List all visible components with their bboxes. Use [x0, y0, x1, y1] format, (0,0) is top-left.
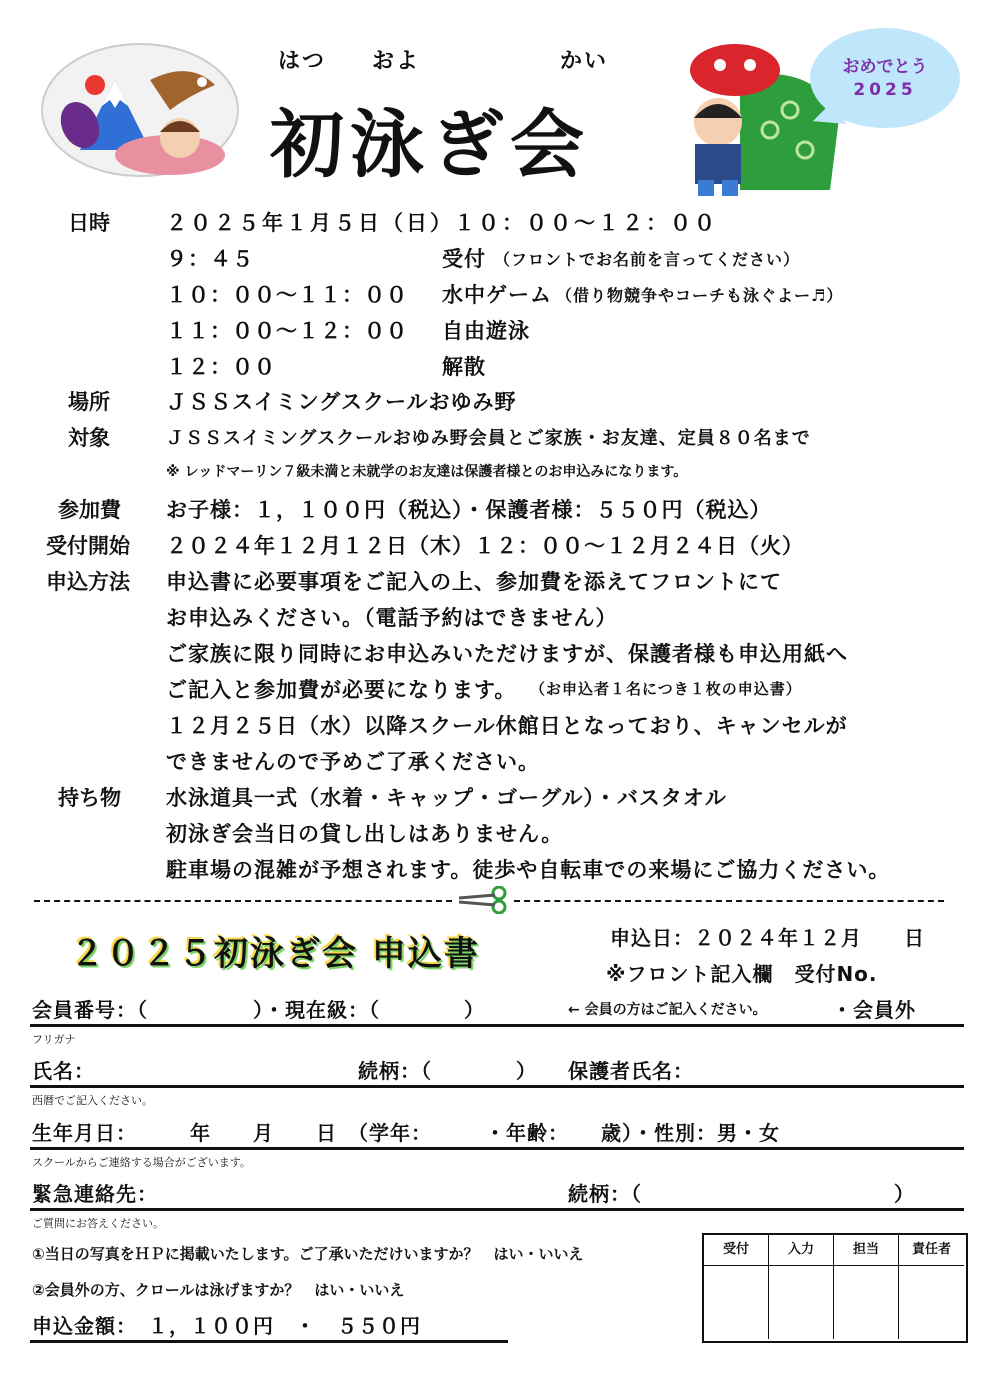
schedule-activity: 水中ゲーム — [442, 283, 552, 307]
items-line: 駐車場の混雑が予想されます。徒歩や自転車での来場にご協力ください。 — [166, 858, 891, 882]
items-line: 水泳道具一式（水着・キャップ・ゴーグル）・バスタオル — [166, 786, 727, 810]
items-line: 初泳ぎ会当日の貸し出しはありません。 — [166, 822, 564, 846]
fee-label: 参加費 — [58, 498, 121, 522]
apply-line: できませんので予めご了承ください。 — [166, 750, 540, 774]
office-header: 担当 — [834, 1235, 898, 1266]
question-2[interactable]: ②会員外の方、クロールは泳げますか？ はい・いいえ — [32, 1281, 405, 1299]
apply-line-small-note: （お申込者１名につき１枚の申込書） — [530, 680, 802, 698]
reception-value: ２０２４年１２月１２日（木）１２：００～１２月２４日（火） — [166, 534, 804, 558]
fee-value: お子様：１，１００円（税込）・保護者様：５５０円（税込） — [166, 498, 772, 522]
schedule-activity: 自由遊泳 — [442, 319, 530, 343]
member-outside: ・会員外 — [832, 998, 916, 1022]
application-amount[interactable]: 申込金額： １，１００円 ・ ５５０円 — [32, 1314, 421, 1338]
ruby-oyo: およ — [372, 49, 421, 74]
office-header: 受付 — [704, 1235, 768, 1266]
cut-line-left — [34, 900, 452, 902]
name-field[interactable]: 氏名： — [32, 1059, 95, 1083]
office-header: 入力 — [769, 1235, 833, 1266]
office-cell[interactable] — [769, 1235, 834, 1339]
schedule-time: １０：００～１１：００ — [166, 283, 408, 307]
target-value: ＪＳＳスイミングスクールおゆみ野会員とご家族・お友達、定員８０名まで — [166, 428, 811, 449]
front-note: ※フロント記入欄 受付No. — [606, 962, 878, 986]
bubble-line-2: 2025 — [853, 80, 917, 100]
member-note: ← 会員の方はご記入ください。 — [568, 1002, 767, 1018]
schedule-activity: 解散 — [442, 355, 486, 379]
office-cell[interactable] — [899, 1235, 964, 1339]
target-label: 対象 — [68, 426, 110, 450]
office-use-box — [702, 1233, 968, 1343]
apply-line: お申込みください。（電話予約はできません） — [166, 606, 618, 630]
relation-field[interactable]: 続柄：（ ） — [358, 1059, 537, 1083]
apply-line: ご記入と参加費が必要になります。 — [166, 678, 517, 702]
office-header: 責任者 — [899, 1235, 964, 1266]
page-title: 初泳ぎ会 — [270, 102, 590, 188]
amount-underline — [30, 1340, 508, 1343]
apply-line: 申込書に必要事項をご記入の上、参加費を添えてフロントにて — [166, 570, 782, 594]
ruby-hatsu: はつ — [278, 49, 327, 74]
apply-label: 申込方法 — [46, 570, 130, 594]
emergency-relation-field[interactable]: 続柄：（ ） — [568, 1182, 915, 1206]
form-rule — [30, 1208, 964, 1211]
schedule-time: ９：４５ — [166, 247, 254, 271]
datetime-label: 日時 — [68, 211, 110, 235]
office-cell[interactable] — [834, 1235, 899, 1339]
member-number-field[interactable]: 会員番号：（ ）・現在級：（ ） — [32, 998, 485, 1022]
emergency-contact-field[interactable]: 緊急連絡先： — [32, 1182, 158, 1206]
bubble-line-1: おめでとう — [842, 57, 928, 77]
guardian-name-field[interactable]: 保護者氏名： — [568, 1059, 694, 1083]
reception-label: 受付開始 — [46, 534, 130, 558]
apply-line: ご家族に限り同時にお申込みいただけますが、保護者様も申込用紙へ — [166, 642, 848, 666]
target-note: ※ レッドマーリン７級未満と未就学のお友達は保護者様とのお申込みになります。 — [166, 464, 688, 480]
place-value: ＪＳＳスイミングスクールおゆみ野 — [166, 390, 517, 414]
form-rule — [30, 1024, 964, 1027]
schedule-activity: 受付 — [442, 247, 486, 271]
furigana-label: フリガナ — [32, 1033, 76, 1046]
seireki-note: 西暦でご記入ください。 — [32, 1094, 153, 1107]
scissors-icon — [455, 886, 511, 914]
datetime-value: ２０２５年１月５日（日）１０：００～１２：００ — [166, 211, 718, 235]
birthdate-field[interactable]: 生年月日： 年 月 日 （学年： ・年齢： 歳）・性別：男・女 — [32, 1121, 780, 1145]
form-title: ２０２５初泳ぎ会 申込書 — [70, 934, 480, 974]
schedule-time: １２：００ — [166, 355, 276, 379]
question-1[interactable]: ①当日の写真をＨＰに掲載いたします。ご了承いただけいますか？ はい・いいえ — [32, 1245, 584, 1263]
cut-line-right — [514, 900, 944, 902]
form-rule — [30, 1147, 964, 1150]
place-label: 場所 — [68, 390, 110, 414]
office-cell[interactable] — [704, 1235, 769, 1339]
contact-note: スクールからご連絡する場合がございます。 — [32, 1156, 251, 1169]
hatsuyume-icon — [40, 40, 240, 190]
application-date: 申込日：２０２４年１２月 日 — [610, 926, 925, 950]
ruby-kai: かい — [560, 49, 609, 74]
items-label: 持ち物 — [58, 786, 121, 810]
question-note: ご質問にお答えください。 — [32, 1217, 164, 1230]
schedule-note: （借り物競争やコーチも泳ぐよー♬） — [556, 286, 844, 305]
schedule-time: １１：００～１２：００ — [166, 319, 408, 343]
form-rule — [30, 1085, 964, 1088]
schedule-note: （フロントでお名前を言ってください） — [494, 250, 801, 269]
apply-line: １２月２５日（水）以降スクール休館日となっており、キャンセルが — [166, 714, 848, 738]
